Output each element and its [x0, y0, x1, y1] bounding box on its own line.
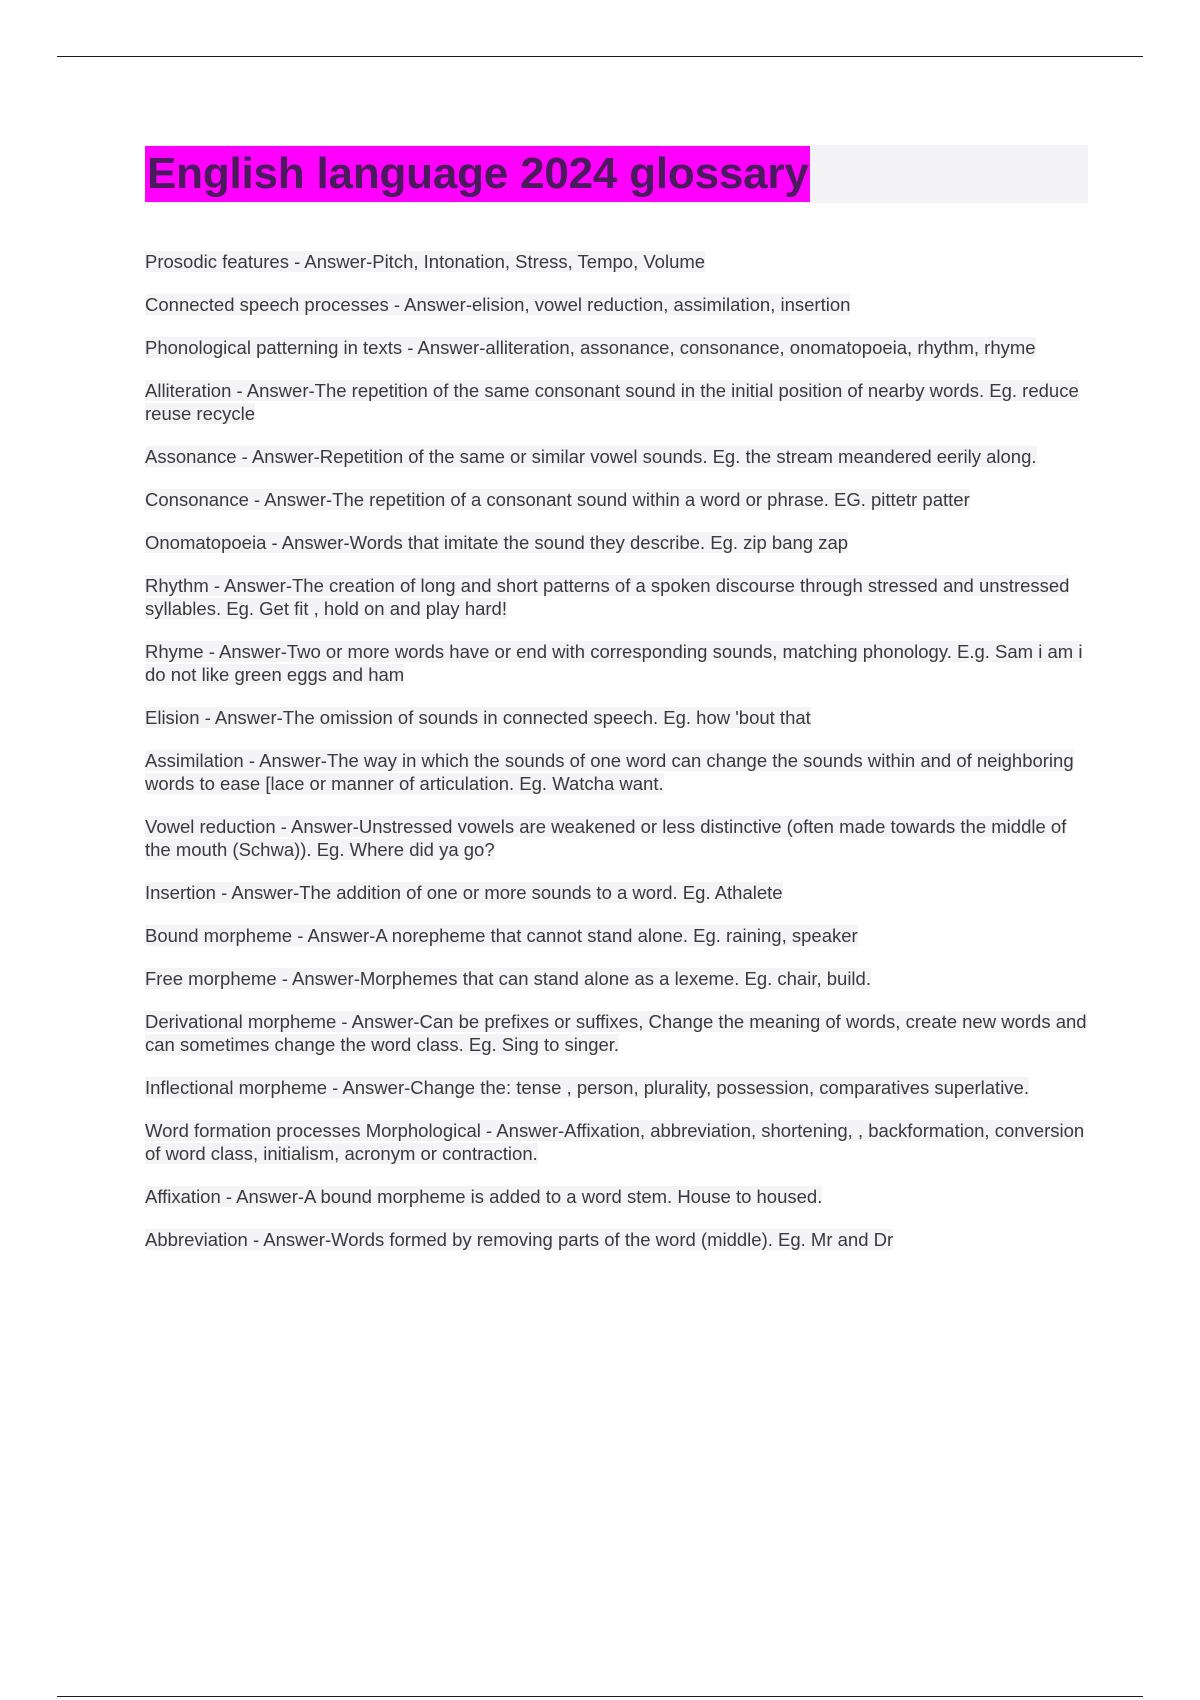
glossary-entry — [145, 293, 1090, 316]
entry-text: Affixation - Answer-A bound morpheme is added to a word stem. House to housed. — [145, 1186, 823, 1207]
glossary-entry — [145, 924, 1090, 947]
glossary-entry — [145, 640, 1090, 686]
entry-text: Derivational morpheme - Answer-Can be prefixes or suffixes, Change the meaning of words, create new words and can sometimes change the word class. Eg. Sing to singer. — [145, 1011, 1087, 1055]
entry-text: Connected speech processes - Answer-elision, vowel reduction, assimilation, insertion — [145, 294, 851, 315]
entry-text: Alliteration - Answer-The repetition of the same consonant sound in the initial position of nearby words. Eg. reduce reuse recycle — [145, 380, 1079, 424]
entry-text: Consonance - Answer-The repetition of a consonant sound within a word or phrase. EG. pittetr patter — [145, 489, 970, 510]
glossary-entry — [145, 706, 1090, 729]
glossary-entry — [145, 1119, 1090, 1165]
glossary-entry — [145, 749, 1090, 795]
glossary-entry — [145, 967, 1090, 990]
entry-text: Word formation processes Morphological - Answer-Affixation, abbreviation, shortening, , backformation, conversion of word class, initialism, acronym or contraction. — [145, 1120, 1085, 1164]
entry-text: Rhythm - Answer-The creation of long and short patterns of a spoken discourse through stressed and unstressed syllables. Eg. Get fit , hold on and play hard! — [145, 575, 1070, 619]
glossary-entry — [145, 336, 1090, 359]
page-title: English language 2024 glossary — [145, 146, 810, 202]
glossary-entry — [145, 1010, 1090, 1056]
entry-text: Elision - Answer-The omission of sounds in connected speech. Eg. how 'bout that — [145, 707, 811, 728]
glossary-entry — [145, 445, 1090, 468]
glossary-entry — [145, 250, 1090, 273]
glossary-entry — [145, 1185, 1090, 1208]
glossary-entry — [145, 574, 1090, 620]
entry-text: Phonological patterning in texts - Answer-alliteration, assonance, consonance, onomatopoeia, rhythm, rhyme — [145, 337, 1036, 358]
entry-text: Onomatopoeia - Answer-Words that imitate the sound they describe. Eg. zip bang zap — [145, 532, 849, 553]
entry-text: Abbreviation - Answer-Words formed by removing parts of the word (middle). Eg. Mr and Dr — [145, 1229, 894, 1250]
glossary-entry — [145, 881, 1090, 904]
bottom-divider — [57, 1696, 1143, 1697]
glossary-entry — [145, 531, 1090, 554]
glossary-entry — [145, 815, 1090, 861]
glossary-list — [145, 250, 1090, 1271]
glossary-entry — [145, 1228, 1090, 1251]
glossary-entry — [145, 1076, 1090, 1099]
entry-text: Prosodic features - Answer-Pitch, Intonation, Stress, Tempo, Volume — [145, 251, 706, 272]
entry-text: Free morpheme - Answer-Morphemes that can stand alone as a lexeme. Eg. chair, build. — [145, 968, 871, 989]
entry-text: Inflectional morpheme - Answer-Change the: tense , person, plurality, possession, comparatives superlative. — [145, 1077, 1029, 1098]
top-divider — [57, 56, 1143, 57]
entry-text: Assimilation - Answer-The way in which the sounds of one word can change the sounds within and of neighboring words to ease [lace or manner of articulation. Eg. Watcha want. — [145, 750, 1074, 794]
entry-text: Insertion - Answer-The addition of one or more sounds to a word. Eg. Athalete — [145, 882, 783, 903]
glossary-entry — [145, 379, 1090, 425]
entry-text: Bound morpheme - Answer-A norepheme that cannot stand alone. Eg. raining, speaker — [145, 925, 858, 946]
entry-text: Assonance - Answer-Repetition of the same or similar vowel sounds. Eg. the stream meandered eerily along. — [145, 446, 1037, 467]
entry-text: Rhyme - Answer-Two or more words have or end with corresponding sounds, matching phonology. E.g. Sam i am i do not like green eggs and ham — [145, 641, 1083, 685]
entry-text: Vowel reduction - Answer-Unstressed vowels are weakened or less distinctive (often made towards the middle of the mouth (Schwa)). Eg. Where did ya go? — [145, 816, 1067, 860]
glossary-entry — [145, 488, 1090, 511]
